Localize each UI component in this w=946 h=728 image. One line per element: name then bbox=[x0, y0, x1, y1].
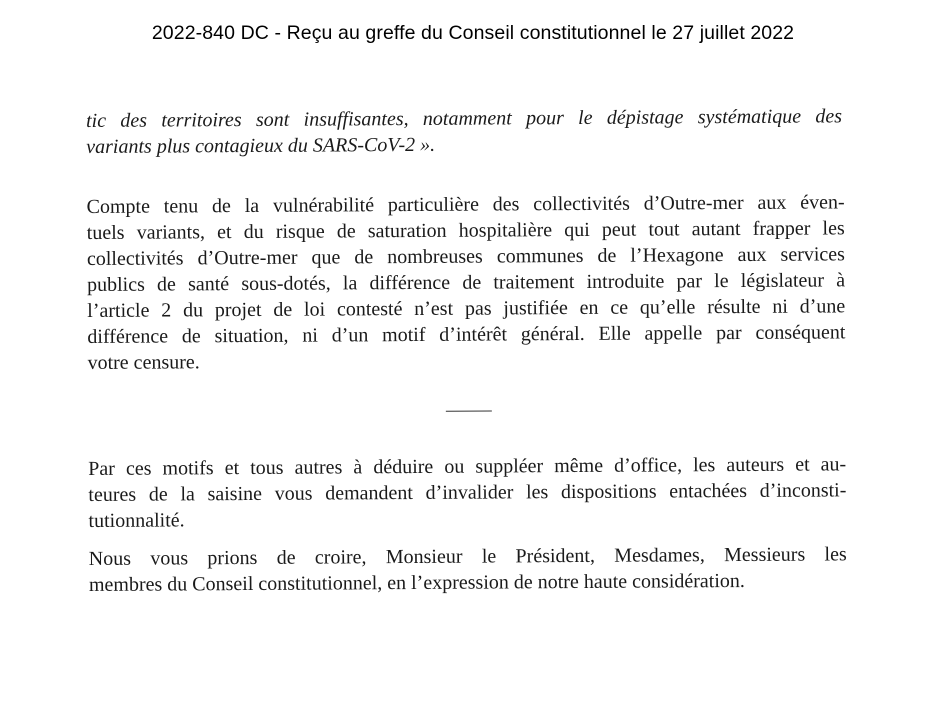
text-line: tuels variants, et du risque de saturation hospitalière qui peut tout autant frapper les bbox=[86, 217, 845, 244]
text-line: teures de la saisine vous demandent d’invalider les dispositions entachées d’inconsti- bbox=[88, 479, 847, 506]
paragraph-closing-formula bbox=[89, 541, 847, 598]
text-line: l’article 2 du projet de loi contesté n’est pas justifiée en ce qu’elle résulte ni d’une bbox=[87, 295, 846, 322]
text-line: tic des territoires sont insuffisantes, notamment pour le dépistage systématique des bbox=[86, 105, 843, 132]
text-line: collectivités d’Outre-mer que de nombreuses communes de l’Hexagone aux services bbox=[86, 243, 845, 270]
paragraph-conclusion bbox=[88, 451, 846, 534]
document-header: 2022-840 DC - Reçu au greffe du Conseil constitutionnel le 27 juillet 2022 bbox=[151, 22, 795, 44]
scanned-page-body bbox=[86, 103, 847, 596]
text-line: variants plus contagieux du SARS-CoV-2 ». bbox=[86, 133, 436, 158]
text-line: tutionnalité. bbox=[88, 509, 185, 532]
text-line: Par ces motifs et tous autres à déduire ou suppléer même d’office, les auteurs et au- bbox=[88, 453, 847, 480]
text-line: Nous vous prions de croire, Monsieur le Président, Mesdames, Messieurs les bbox=[88, 543, 847, 570]
text-line: votre censure. bbox=[87, 351, 200, 374]
paragraph-quote-end bbox=[86, 103, 842, 160]
text-line: membres du Conseil constitutionnel, en l’expression de notre haute considération. bbox=[88, 569, 745, 596]
text-line: Compte tenu de la vulnérabilité particulière des collectivités d’Outre-mer aux éven- bbox=[86, 191, 845, 218]
section-separator bbox=[446, 411, 492, 412]
text-line: différence de situation, ni d’un motif d’intérêt général. Elle appelle par conséquent bbox=[87, 321, 846, 348]
paragraph-argument bbox=[87, 189, 846, 376]
text-line: publics de santé sous-dotés, la différence de traitement introduite par le législateur à bbox=[87, 269, 846, 296]
